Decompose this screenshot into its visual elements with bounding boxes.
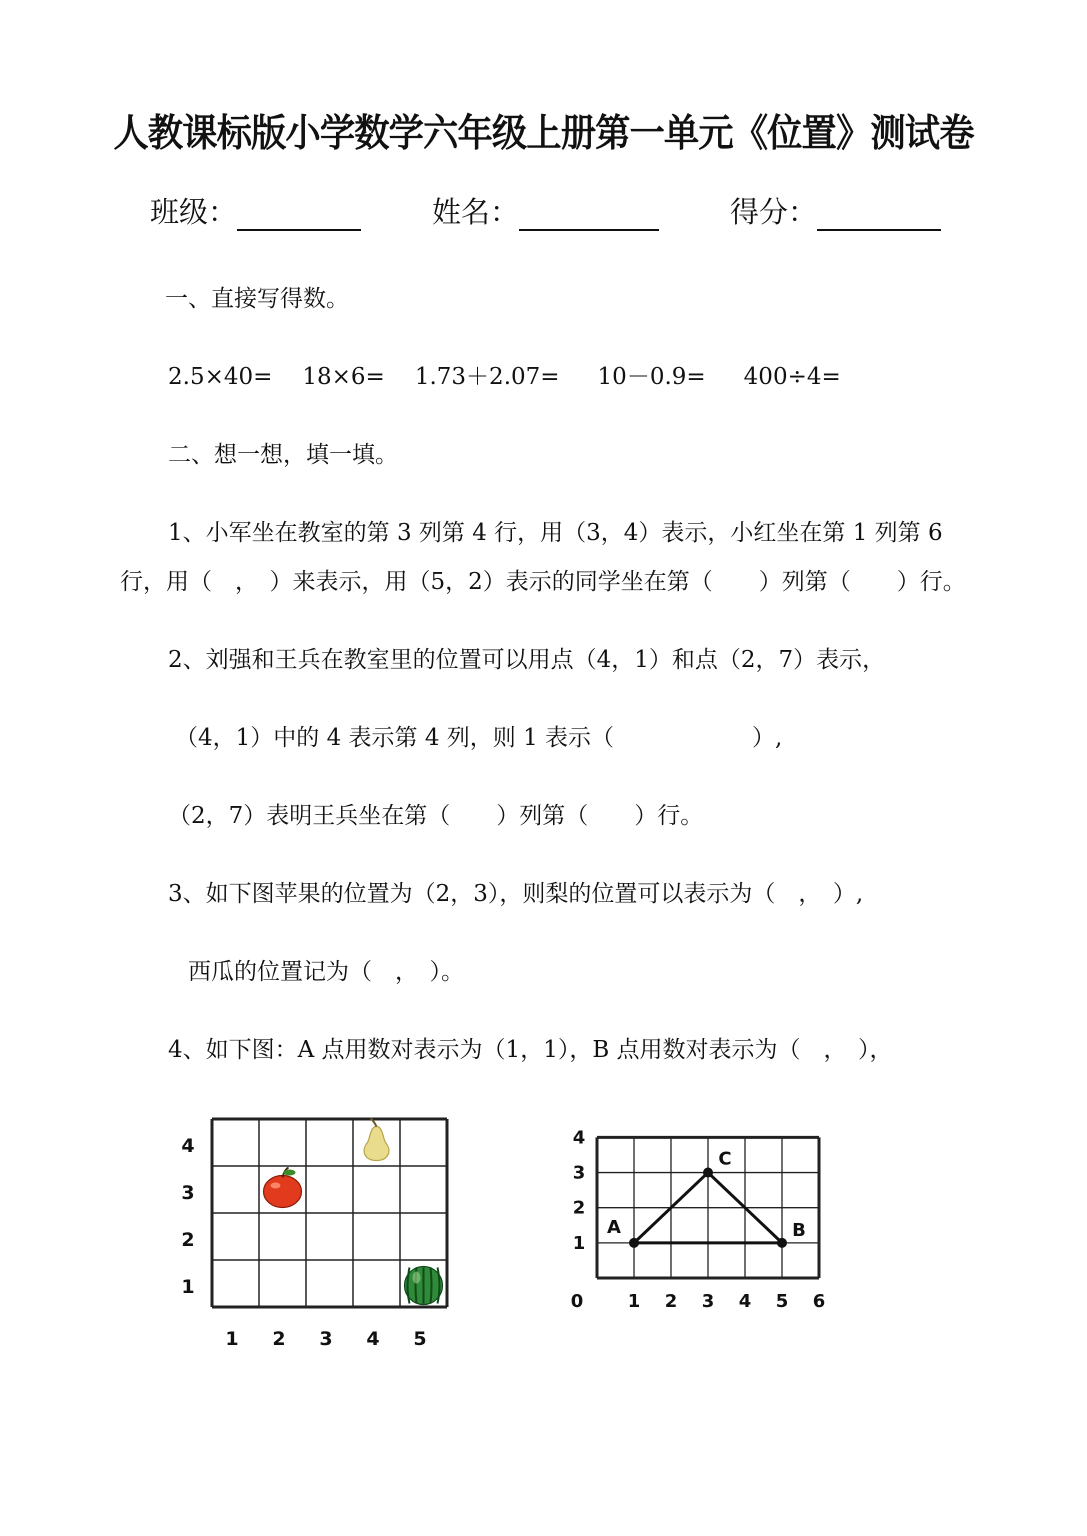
question-2-line-2: （4，1）中的 4 表示第 4 列，则 1 表示（ ）, [175, 725, 783, 751]
y-tick-label: 1 [181, 1276, 195, 1298]
y-tick-label: 1 [572, 1232, 586, 1254]
question-1-line-2: 行，用（ ， ）来表示，用（5，2）表示的同学坐在第（ ）列第（ ）行。 [120, 569, 966, 595]
y-tick-label: 4 [572, 1127, 586, 1149]
point-b [777, 1238, 787, 1248]
point-a [629, 1238, 639, 1248]
class-field [150, 190, 361, 231]
calc-row [168, 358, 871, 391]
watermelon-icon [405, 1267, 443, 1305]
point-c [703, 1168, 713, 1178]
x-tick-label: 1 [627, 1291, 641, 1312]
y-tick-label: 2 [572, 1197, 586, 1219]
x-tick-label: 2 [664, 1291, 678, 1312]
name-field [432, 190, 659, 231]
question-2-line-1: 2、刘强和王兵在教室里的位置可以用点（4，1）和点（2，7）表示， [168, 647, 886, 673]
point-label: C [718, 1148, 732, 1170]
coordinate-grid-figure [560, 1112, 850, 1332]
y-tick-label: 4 [181, 1135, 195, 1157]
apple-icon [264, 1168, 302, 1208]
x-tick-label: 4 [366, 1328, 380, 1350]
question-2-line-3: （2，7）表明王兵坐在第（ ）列第（ ）行。 [168, 803, 704, 829]
class-label: 班级： [150, 195, 238, 229]
score-label: 得分： [730, 195, 818, 229]
name-label: 姓名： [432, 195, 520, 229]
question-3-line-2: 西瓜的位置记为（ ， ）。 [188, 959, 464, 985]
question-4-line-1: 4、如下图：A 点用数对表示为（1，1），B 点用数对表示为（ ， ）， [168, 1037, 893, 1063]
x-tick-label: 2 [272, 1328, 286, 1350]
section2-heading: 二、想一想，填一填。 [168, 442, 398, 468]
calc-problem: 400÷4= [743, 364, 841, 390]
point-label: A [607, 1216, 621, 1238]
x-tick-label: 3 [319, 1328, 333, 1350]
name-blank[interactable] [519, 201, 659, 231]
calc-problem: 2.5×40= [168, 364, 273, 390]
point-label: B [792, 1219, 806, 1241]
score-blank[interactable] [817, 201, 941, 231]
question-1-line-1: 1、小军坐在教室的第 3 列第 4 行，用（3，4）表示，小红坐在第 1 列第 6 [168, 520, 943, 546]
y-tick-label: 3 [572, 1162, 586, 1184]
section1-heading: 一、直接写得数。 [165, 286, 349, 312]
x-tick-label: 4 [738, 1291, 752, 1312]
y-tick-label: 3 [181, 1182, 195, 1204]
page-title: 人教课标版小学数学六年级上册第一单元《位置》测试卷 [113, 111, 974, 155]
x-tick-label: 5 [775, 1291, 789, 1312]
x-tick-label: 6 [812, 1291, 826, 1312]
score-field [730, 190, 941, 231]
x-tick-label: 0 [570, 1291, 584, 1312]
x-tick-label: 5 [413, 1328, 427, 1350]
x-tick-label: 1 [225, 1328, 239, 1350]
fruit-grid-figure [170, 1105, 470, 1350]
question-3-line-1: 3、如下图苹果的位置为（2，3），则梨的位置可以表示为（ ， ）, [168, 881, 864, 907]
pear-icon [364, 1119, 389, 1161]
calc-problem: 10－0.9= [597, 364, 706, 390]
y-tick-label: 2 [181, 1229, 195, 1251]
x-tick-label: 3 [701, 1291, 715, 1312]
calc-problem: 18×6= [302, 364, 385, 390]
class-blank[interactable] [237, 201, 361, 231]
calc-problem: 1.73＋2.07= [414, 364, 560, 390]
